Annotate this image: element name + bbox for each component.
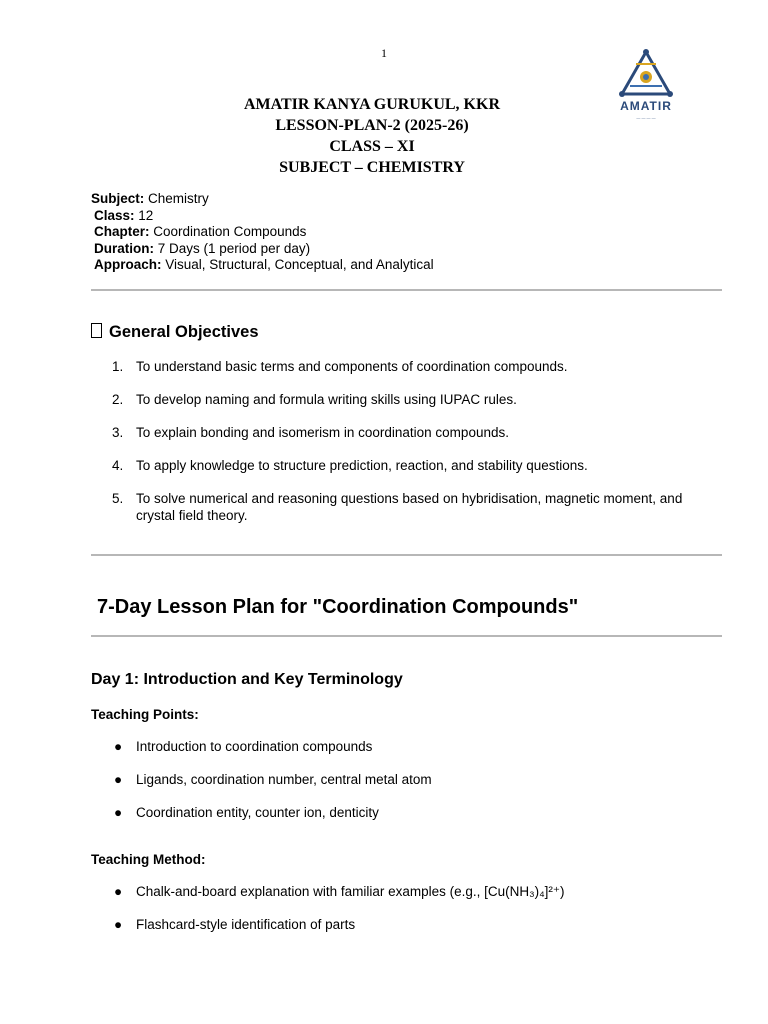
list-item: 2. To develop naming and formula writing skills using IUPAC rules. (112, 392, 517, 407)
list-item: 5. To solve numerical and reasoning questions based on hybridisation, magnetic moment, and crystal field theory. (112, 491, 683, 523)
list-item: ● Introduction to coordination compounds (114, 739, 373, 754)
list-item: ● Coordination entity, counter ion, denticity (114, 805, 379, 820)
school-name: AMATIR KANYA GURUKUL, KKR (243, 96, 500, 113)
bullet-icon: ● (114, 805, 123, 820)
bullet-icon: ● (114, 884, 123, 899)
list-item: 1. To understand basic terms and components of coordination compounds. (112, 359, 568, 374)
bullet-icon: ● (114, 739, 123, 754)
amatir-logo (606, 44, 686, 124)
bullet-icon: ● (114, 917, 123, 932)
lesson-plan-title: LESSON-PLAN-2 (2025-26) (275, 117, 469, 134)
day1-title: Day 1: Introduction and Key Terminology (91, 671, 403, 688)
list-item: 3. To explain bonding and isomerism in coordination compounds. (112, 425, 509, 440)
class-line: CLASS – XI (329, 138, 415, 155)
meta-chapter: Chapter: Coordination Compounds (94, 224, 307, 239)
list-item: 4. To apply knowledge to structure prediction, reaction, and stability questions. (112, 458, 588, 473)
plan-title: 7-Day Lesson Plan for "Coordination Compounds" (97, 596, 579, 618)
document-header (100, 94, 644, 178)
divider (91, 554, 722, 556)
meta-duration: Duration: 7 Days (1 period per day) (94, 240, 311, 256)
teaching-points-label: Teaching Points: (91, 707, 199, 722)
bullet-icon: ● (114, 772, 123, 787)
amatir-logo-graphic (606, 44, 686, 124)
objectives-heading: General Objectives (91, 323, 259, 342)
list-item: ● Chalk-and-board explanation with familiar examples (e.g., [Cu(NH₃)₄]²⁺) (114, 884, 565, 899)
teaching-method-label: Teaching Method: (91, 852, 206, 867)
meta-class: Class: 12 (94, 207, 154, 223)
logo-tagline: — — — — (636, 115, 656, 120)
list-item: ● Flashcard-style identification of parts (114, 917, 356, 932)
subject-line: SUBJECT – CHEMISTRY (279, 159, 465, 176)
lesson-meta (91, 191, 434, 274)
teaching-points-list (112, 738, 712, 837)
divider (91, 289, 722, 291)
objectives-list (112, 358, 712, 540)
meta-approach: Approach: Visual, Structural, Conceptual, and Analytical (94, 257, 434, 272)
teaching-method-list (112, 883, 712, 949)
missing-glyph-icon (91, 323, 102, 338)
meta-subject: Subject: Chemistry (91, 191, 209, 206)
logo-text: AMATIR (620, 99, 672, 113)
page-number: 1 (381, 46, 387, 60)
list-item: ● Ligands, coordination number, central metal atom (114, 772, 432, 787)
divider (91, 635, 722, 637)
